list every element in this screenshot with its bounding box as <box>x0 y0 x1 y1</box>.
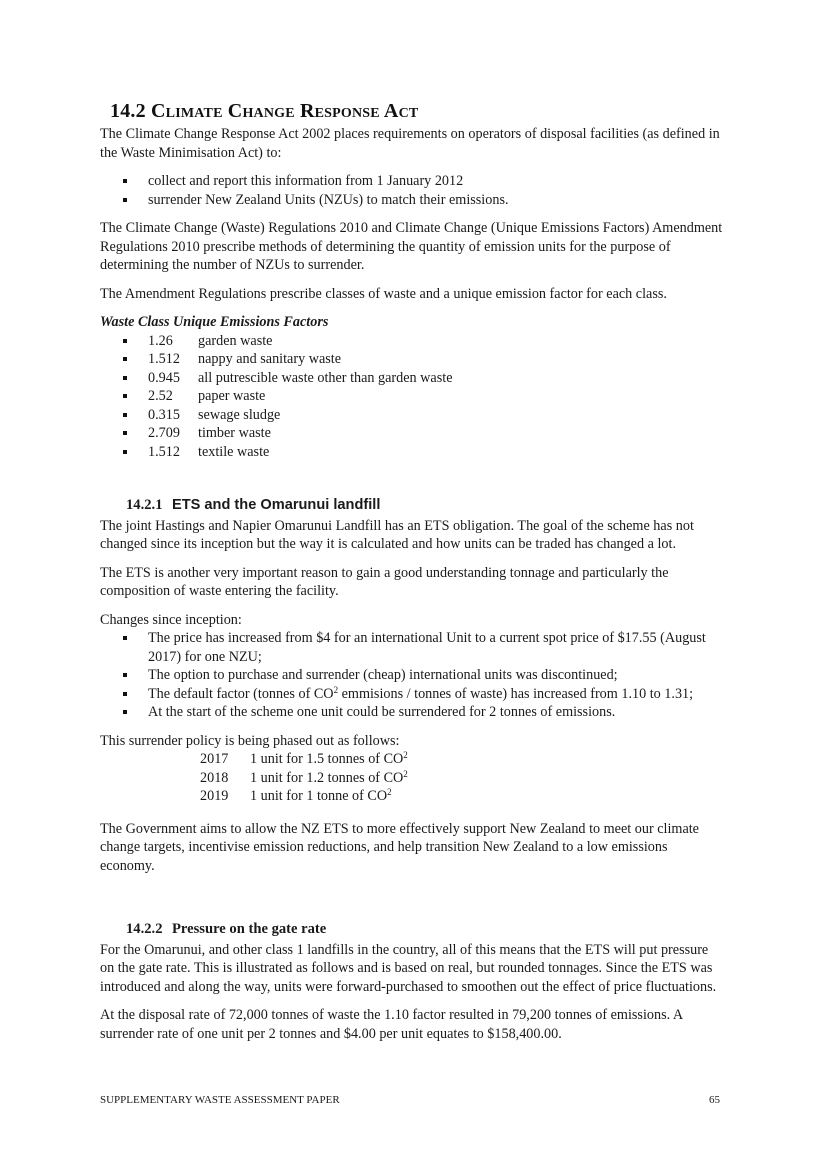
factors-list <box>100 332 725 462</box>
factor-value: 0.945 <box>148 369 180 386</box>
subsection-gate-rate-block <box>100 920 725 1043</box>
phase-row <box>200 750 725 769</box>
phase-text: 1 unit for 1.5 tonnes of $CO^2$ <box>250 750 408 767</box>
factor-item <box>100 387 725 406</box>
ets-obligation-paragraph: The joint Hastings and Napier Omarunui Landfill has an ETS obligation. The goal of the scheme has not changed since its inception but the way it is calculated and how units can be traded has changed a lot. <box>100 517 694 552</box>
list-item <box>100 685 725 704</box>
phase-table <box>100 750 725 806</box>
factor-label: timber waste <box>198 425 271 441</box>
list-item: The price has increased from $4 for an international Unit to a current spot price of $17.55 (August 2017) for one NZU; <box>100 629 725 666</box>
section-heading <box>110 100 418 123</box>
page-number: 65 <box>709 1094 720 1106</box>
factor-value: 0.315 <box>148 406 180 423</box>
amendment-paragraph: The Amendment Regulations prescribe classes of waste and a unique emission factor for each class. <box>100 285 667 302</box>
subsection-heading <box>100 496 725 515</box>
subsection-number: 14.2.1 <box>126 497 163 513</box>
factor-value: 1.512 <box>148 351 180 367</box>
footer-title: SUPPLEMENTARY WASTE ASSESSMENT PAPER <box>100 1094 340 1106</box>
factor-value: 2.709 <box>148 425 180 441</box>
factor-label: sewage sludge <box>198 406 281 423</box>
factors-title: Waste Class Unique Emissions Factors <box>100 314 329 330</box>
subsection-heading <box>100 920 725 939</box>
government-paragraph: The Government aims to allow the NZ ETS to more effectively support New Zealand to meet our climate change targets, incentivise emission reductions, and help transition New Zealand to a low emissions economy. <box>100 820 699 874</box>
factor-item <box>100 350 725 369</box>
phase-label: This surrender policy is being phased out as follows: <box>100 732 400 749</box>
list-item: The option to purchase and surrender (cheap) international units was discontinued; <box>100 666 725 685</box>
factor-label: garden waste <box>198 332 273 349</box>
phase-text: 1 unit for 1 tonne of $CO^2$ <box>250 787 392 804</box>
intro-paragraph: The Climate Change Response Act 2002 places requirements on operators of disposal facilities (as defined in the Waste Minimisation Act) to: <box>100 126 720 161</box>
section-title: Climate Change Response Act <box>151 100 419 122</box>
factor-label: nappy and sanitary waste <box>198 351 342 367</box>
changes-list <box>100 629 725 722</box>
requirements-list <box>100 172 725 209</box>
factor-label: all putrescible waste other than garden waste <box>198 369 453 386</box>
phase-text: 1 unit for 1.2 tonnes of $CO^2$ <box>250 768 408 786</box>
list-item: collect and report this information from 1 January 2012 <box>100 172 725 191</box>
phase-year: 2019 <box>200 788 229 804</box>
subsection-title: Pressure on the gate rate <box>172 921 327 937</box>
superscript: 2 <box>333 684 339 695</box>
subsection-number: 14.2.2 <box>126 921 163 937</box>
phase-row <box>200 769 725 788</box>
change-text: emmisions / tonnes of waste) has increased from 1.10 to 1.31; <box>338 685 694 702</box>
list-item: At the start of the scheme one unit could be surrendered for 2 tonnes of emissions. <box>100 703 725 722</box>
ets-importance-paragraph: The ETS is another very important reason to gain a good understanding tonnage and particularly the composition of waste entering the facility. <box>100 564 669 599</box>
factor-item <box>100 443 725 462</box>
factor-value: 1.26 <box>148 332 173 349</box>
phase-year: 2017 <box>200 751 229 767</box>
factor-item <box>100 424 725 443</box>
factor-label: paper waste <box>198 388 266 404</box>
section-number: 14.2 <box>110 100 146 122</box>
changes-label: Changes since inception: <box>100 611 242 628</box>
factor-label: textile waste <box>198 443 270 460</box>
section-intro-block <box>100 125 725 461</box>
regulations-paragraph: The Climate Change (Waste) Regulations 2010 and Climate Change (Unique Emissions Factors) Amendment Regulations 2010 prescribe methods of determining the quantity of emission units for the purpose of determining the number of NZUs to surrender. <box>100 220 723 273</box>
factor-item <box>100 369 725 388</box>
page-footer <box>100 1094 720 1106</box>
factor-value: 2.52 <box>148 388 173 404</box>
subsection-ets-block <box>100 496 725 875</box>
factor-item <box>100 332 725 351</box>
phase-row <box>200 787 725 806</box>
phase-year: 2018 <box>200 769 229 786</box>
change-text: The default factor (tonnes of CO <box>148 685 334 702</box>
disposal-rate-paragraph: At the disposal rate of 72,000 tonnes of waste the 1.10 factor resulted in 79,200 tonnes of emissions. A surrender rate of one unit per 2 tonnes and $4.00 per unit equates to $158,400.00. <box>100 1007 683 1042</box>
gate-rate-paragraph: For the Omarunui, and other class 1 landfills in the country, all of this means that the ETS will put pressure on the gate rate. This is illustrated as follows and is based on real, but rounded tonnages. Since the ETS was introduced and along the way, units were forward-purchased to smoothen out the effect of price fluctuations. <box>100 941 717 995</box>
factor-item <box>100 406 725 425</box>
list-item: surrender New Zealand Units (NZUs) to match their emissions. <box>100 191 725 210</box>
factor-value: 1.512 <box>148 443 180 460</box>
subsection-title: ETS and the Omarunui landfill <box>172 497 381 513</box>
